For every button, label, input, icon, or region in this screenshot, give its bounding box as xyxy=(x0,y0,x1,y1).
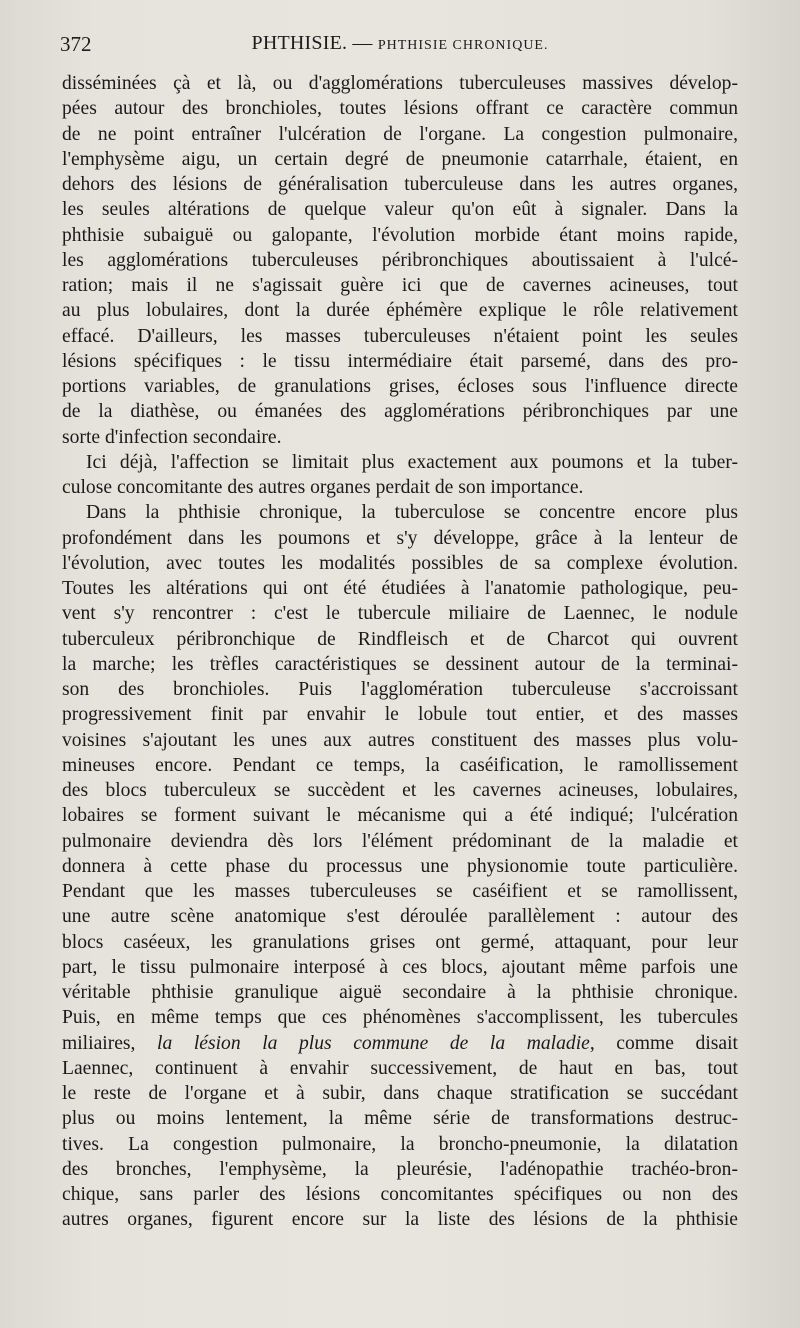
text-line: mineuses encore. Pendant ce temps, la caséification, le ramollissement xyxy=(62,754,738,776)
paragraph-2 xyxy=(62,450,738,501)
text-line: tives. La congestion pulmonaire, la broncho-pneumonie, la dilatation xyxy=(62,1133,738,1155)
text-line: lobaires se forment suivant le mécanisme qui a été indiqué; l'ulcération xyxy=(62,805,738,827)
text-line: ration; mais il ne s'agissait guère ici que de cavernes acineuses, tout xyxy=(62,275,738,296)
text-line: l'emphysème aigu, un certain degré de pneumonie catarrhale, étaient, en xyxy=(62,148,738,170)
text-line: progressivement finit par envahir le lobule tout entier, et des masses xyxy=(62,704,738,726)
page-header xyxy=(60,32,740,62)
paragraph-1 xyxy=(62,71,738,450)
text-line: disséminées çà et là, ou d'agglomérations tuberculeuses massives dévelop- xyxy=(62,73,738,94)
text-line: profondément dans les poumons et s'y développe, grâce à la lenteur de xyxy=(62,527,738,549)
text-line: culose concomitante des autres organes perdait de son importance. xyxy=(62,477,584,498)
text-line: portions variables, de granulations grises, écloses sous l'influence directe xyxy=(62,376,738,397)
text-line: dehors des lésions de généralisation tuberculeuse dans les autres organes, xyxy=(62,174,738,195)
text-line: sorte d'infection secondaire. xyxy=(62,426,282,448)
text-line: effacé. D'ailleurs, les masses tuberculeuses n'étaient point les seules xyxy=(62,325,738,347)
text-line: les seules altérations de quelque valeur qu'on eût à signaler. Dans la xyxy=(62,199,738,221)
text-line: Laennec, continuent à envahir successivement, de haut en bas, tout xyxy=(62,1057,738,1079)
text-line: plus ou moins lentement, la même série de transformations destruc- xyxy=(62,1108,738,1130)
running-head xyxy=(60,32,740,55)
text-fragment: , comme disait xyxy=(589,1032,738,1054)
paragraph-3 xyxy=(62,500,738,1232)
text-line: tuberculeux péribronchique de Rindfleisch et de Charcot qui ouvrent xyxy=(62,628,738,650)
text-line: une autre scène anatomique s'est déroulée parallèlement : autour des xyxy=(62,906,738,928)
text-line: véritable phthisie granulique aiguë secondaire à la phthisie chronique. xyxy=(62,982,738,1003)
text-line: l'évolution, avec toutes les modalités possibles de sa complexe évolution. xyxy=(62,552,738,574)
text-line: autres organes, figurent encore sur la liste des lésions de la phthisie xyxy=(62,1209,738,1231)
text-line: pées autour des bronchioles, toutes lésions offrant ce caractère commun xyxy=(62,98,738,120)
text-line: Puis, en même temps que ces phénomènes s'accomplissent, les tubercules xyxy=(62,1007,738,1029)
italic-quote: la lésion la plus commune de la maladie xyxy=(157,1032,590,1054)
text-line: phthisie subaiguë ou galopante, l'évolution morbide étant moins rapide, xyxy=(62,224,738,246)
text-line: vent s'y rencontrer : c'est le tubercule miliaire de Laennec, le nodule xyxy=(62,603,738,625)
text-line: des blocs tuberculeux se succèdent et les cavernes acineuses, lobulaires, xyxy=(62,780,738,801)
text-fragment: miliaires, xyxy=(62,1032,136,1054)
text-line: Ici déjà, l'affection se limitait plus exactement aux poumons et la tuber- xyxy=(86,451,738,473)
text-line: lésions spécifiques : le tissu intermédiaire était parsemé, dans des pro- xyxy=(62,350,738,372)
text-line: son des bronchioles. Puis l'agglomération tuberculeuse s'accroissant xyxy=(62,679,738,700)
running-title: PHTHISIE. xyxy=(251,32,348,54)
text-line: blocs caséeux, les granulations grises ont germé, attaquant, pour leur xyxy=(62,931,738,953)
text-line: part, le tissu pulmonaire interposé à ces blocs, ajoutant même parfois une xyxy=(62,956,738,978)
text-line-with-italic xyxy=(62,1031,738,1056)
text-line: chique, sans parler des lésions concomitantes spécifiques ou non des xyxy=(62,1184,738,1205)
text-line: pulmonaire deviendra dès lors l'élément prédominant de la maladie et xyxy=(62,830,738,852)
body-text xyxy=(62,71,738,1233)
running-subtitle: PHTHISIE CHRONIQUE. xyxy=(377,38,549,53)
text-line: de ne point entraîner l'ulcération de l'organe. La congestion pulmonaire, xyxy=(62,123,738,145)
text-line: Toutes les altérations qui ont été étudiées à l'anatomie pathologique, peu- xyxy=(62,578,738,599)
text-line: de la diathèse, ou émanées des agglomérations péribronchiques par une xyxy=(62,401,738,423)
text-line: voisines s'ajoutant les unes aux autres constituent des masses plus volu- xyxy=(62,729,738,751)
text-line: donnera à cette phase du processus une physionomie toute particulière. xyxy=(62,855,738,877)
text-line: au plus lobulaires, dont la durée éphémère explique le rôle relativement xyxy=(62,300,738,322)
text-line: des bronches, l'emphysème, la pleurésie, l'adénopathie trachéo-bron- xyxy=(62,1158,738,1180)
text-line: la marche; les trèfles caractéristiques se dessinent autour de la terminai- xyxy=(62,653,738,675)
page-number: 372 xyxy=(60,32,92,56)
text-line: Dans la phthisie chronique, la tuberculose se concentre encore plus xyxy=(86,502,738,524)
text-line: les agglomérations tuberculeuses péribronchiques aboutissaient à l'ulcé- xyxy=(62,249,738,271)
text-line: Pendant que les masses tuberculeuses se caséifient et se ramollissent, xyxy=(62,881,738,902)
running-dash: — xyxy=(352,32,373,54)
text-line: le reste de l'organe et à subir, dans chaque stratification se succédant xyxy=(62,1083,738,1104)
